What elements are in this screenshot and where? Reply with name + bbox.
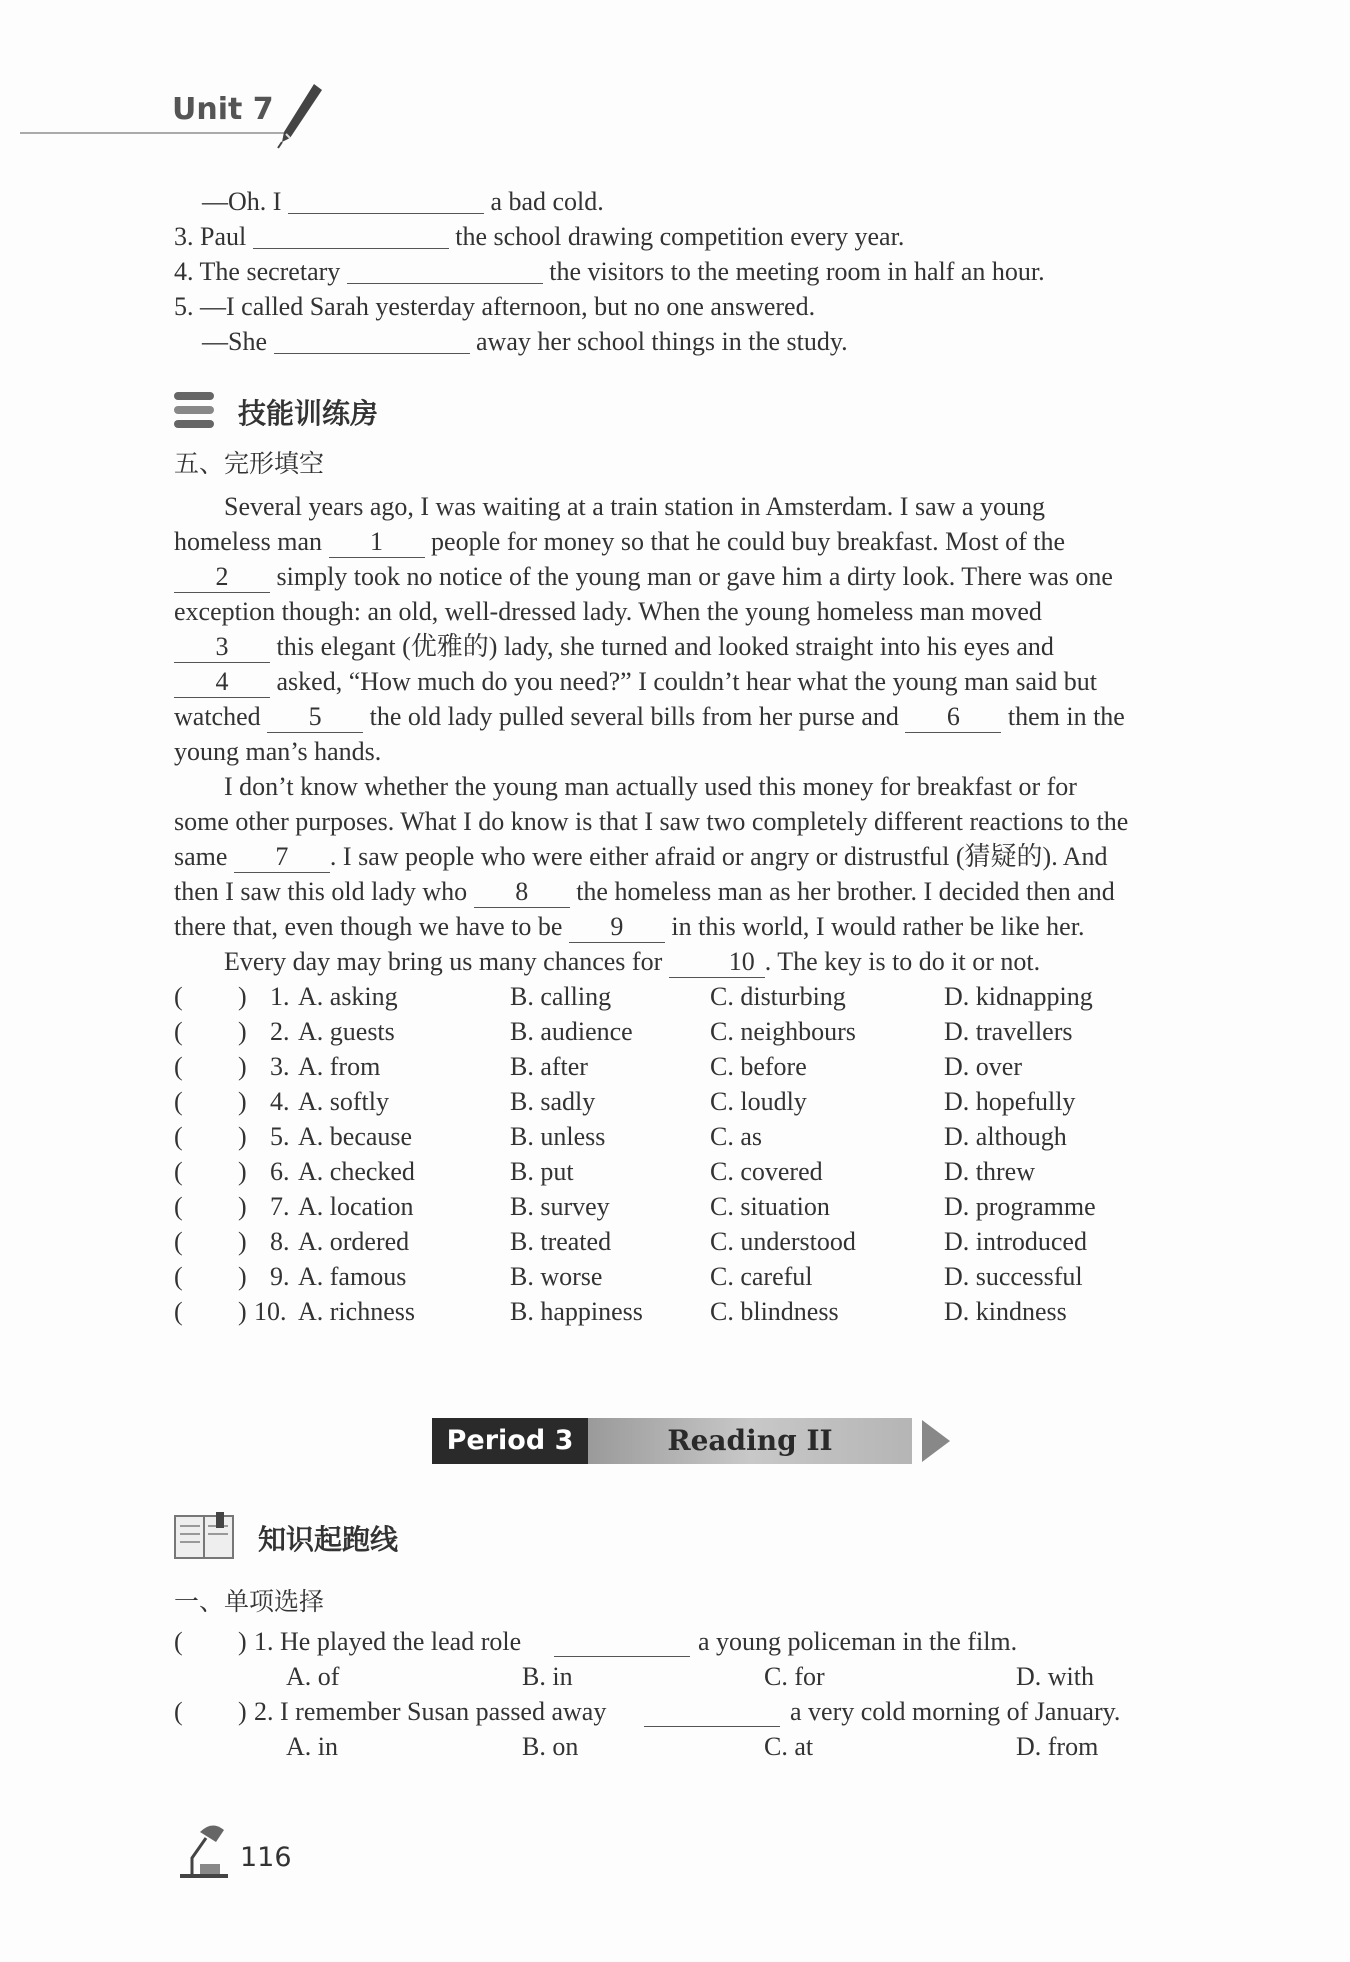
option-d[interactable]: D. over <box>944 1052 1022 1081</box>
answer-blank[interactable] <box>253 222 449 249</box>
cloze-blank[interactable]: 8 <box>474 877 570 908</box>
option-c[interactable]: C. understood <box>710 1227 856 1256</box>
option-a[interactable]: A. in <box>286 1732 338 1761</box>
exercise-line: —Oh. I a bad cold. <box>202 187 604 216</box>
option-d[interactable]: D. successful <box>944 1262 1083 1291</box>
option-a[interactable]: A. from <box>298 1052 381 1081</box>
option-d[interactable]: D. travellers <box>944 1017 1073 1046</box>
answer-blank[interactable] <box>288 187 484 214</box>
option-row: ( ) 4. A. softly B. sadly C. loudly D. hopefully <box>174 1084 1174 1119</box>
cloze-paragraph: Several years ago, I was waiting at a train station in Amsterdam. I saw a young homeless man 1 people for money so that he could buy breakfast. Most of the 2 simply took no notice of the young man or gave him a dirty look. There was one exception though: an old, well-dressed lady. When the young homeless man moved 3 this elegant (优雅的) lady, she turned and looked straight into his eyes and 4 asked, “How much do you need?” I couldn’t hear what the young man said but watched 5 the old lady pulled several bills from her purse and 6 them in the young man’s hands. <box>174 492 1125 766</box>
cloze-blank[interactable]: 5 <box>267 702 363 733</box>
option-a[interactable]: A. famous <box>298 1262 407 1291</box>
option-row: ( ) 9. A. famous B. worse C. careful D. successful <box>174 1259 1174 1294</box>
option-c[interactable]: C. blindness <box>710 1297 839 1326</box>
mc-options <box>174 1729 1174 1764</box>
cloze-blank[interactable]: 6 <box>905 702 1001 733</box>
option-d[interactable]: D. programme <box>944 1192 1096 1221</box>
option-d[interactable]: D. although <box>944 1122 1067 1151</box>
desk-lamp-icon <box>172 1818 236 1882</box>
option-c[interactable]: C. situation <box>710 1192 830 1221</box>
exercise-line: —She away her school things in the study. <box>202 327 848 356</box>
cloze-blank[interactable]: 9 <box>569 912 665 943</box>
cloze-blank[interactable]: 1 <box>329 527 425 558</box>
option-row: ( ) 6. A. checked B. put C. covered D. threw <box>174 1154 1174 1189</box>
mc-question: ( ) 2. I remember Susan passed away a very cold morning of January. <box>174 1694 1174 1729</box>
answer-blank[interactable] <box>274 327 470 354</box>
section-title: 技能训练房 <box>238 397 379 430</box>
section-subtitle: 五、完形填空 <box>174 449 325 478</box>
option-b[interactable]: B. happiness <box>510 1297 643 1326</box>
option-a[interactable]: A. location <box>298 1192 414 1221</box>
option-b[interactable]: B. worse <box>510 1262 603 1291</box>
option-c[interactable]: C. as <box>710 1122 762 1151</box>
option-b[interactable]: B. after <box>510 1052 588 1081</box>
option-c[interactable]: C. careful <box>710 1262 813 1291</box>
exercise-line: 4. The secretary the visitors to the meeting room in half an hour. <box>174 257 1045 286</box>
exercise-line: 3. Paul the school drawing competition every year. <box>174 222 905 251</box>
option-d[interactable]: D. threw <box>944 1157 1035 1186</box>
cloze-paragraph: Every day may bring us many chances for 10 . The key is to do it or not. <box>224 947 1041 976</box>
option-row: ( ) 7. A. location B. survey C. situation D. programme <box>174 1189 1174 1224</box>
option-row: ( ) 3. A. from B. after C. before D. over <box>174 1049 1174 1084</box>
option-d[interactable]: D. from <box>1016 1732 1099 1761</box>
option-b[interactable]: B. treated <box>510 1227 612 1256</box>
header-rule <box>20 132 290 134</box>
cloze-blank[interactable]: 10 <box>669 947 765 978</box>
period-banner <box>432 1418 952 1464</box>
option-c[interactable]: C. loudly <box>710 1087 807 1116</box>
mc-question: ( ) 1. He played the lead role a young policeman in the film. <box>174 1624 1174 1659</box>
option-b[interactable]: B. sadly <box>510 1087 596 1116</box>
option-b[interactable]: B. in <box>522 1662 573 1691</box>
answer-blank[interactable] <box>554 1630 690 1657</box>
arrow-right-icon <box>922 1420 950 1462</box>
option-c[interactable]: C. disturbing <box>710 982 846 1011</box>
option-b[interactable]: B. put <box>510 1157 574 1186</box>
answer-blank[interactable] <box>347 257 543 284</box>
option-row: ( ) 10. A. richness B. happiness C. blindness D. kindness <box>174 1294 1174 1329</box>
option-b[interactable]: B. survey <box>510 1192 610 1221</box>
option-c[interactable]: C. neighbours <box>710 1017 856 1046</box>
option-row: ( ) 8. A. ordered B. treated C. understood D. introduced <box>174 1224 1174 1259</box>
option-d[interactable]: D. kindness <box>944 1297 1067 1326</box>
section-subtitle: 一、单项选择 <box>174 1587 325 1616</box>
option-b[interactable]: B. unless <box>510 1122 606 1151</box>
option-a[interactable]: A. checked <box>298 1157 415 1186</box>
option-a[interactable]: A. softly <box>298 1087 389 1116</box>
book-icon <box>172 1510 242 1562</box>
option-row: ( ) 5. A. because B. unless C. as D. although <box>174 1119 1174 1154</box>
page-number: 116 <box>240 1842 292 1873</box>
option-d[interactable]: D. with <box>1016 1662 1094 1691</box>
option-a[interactable]: A. asking <box>298 982 398 1011</box>
option-d[interactable]: D. hopefully <box>944 1087 1076 1116</box>
cloze-blank[interactable]: 2 <box>174 562 270 593</box>
option-d[interactable]: D. kidnapping <box>944 982 1093 1011</box>
option-b[interactable]: B. audience <box>510 1017 633 1046</box>
mc-options <box>174 1659 1174 1694</box>
answer-blank[interactable] <box>644 1700 780 1727</box>
option-row: ( ) 2. A. guests B. audience C. neighbours D. travellers <box>174 1014 1174 1049</box>
pen-icon <box>274 80 324 150</box>
period-title: Reading II <box>588 1418 912 1464</box>
exercise-line: 5. —I called Sarah yesterday afternoon, but no one answered. <box>174 292 816 321</box>
option-c[interactable]: C. covered <box>710 1157 823 1186</box>
option-a[interactable]: A. because <box>298 1122 413 1151</box>
section-title: 知识起跑线 <box>258 1523 399 1556</box>
cloze-blank[interactable]: 3 <box>174 632 270 663</box>
cloze-paragraph: I don’t know whether the young man actually used this money for breakfast or for some other purposes. What I do know is that I saw two completely different reactions to the same 7 . I saw people who were either afraid or angry or distrustful (猜疑的). And then I saw this old lady who 8 the homeless man as her brother. I decided then and there that, even though we have to be 9 in this world, I would rather be like her. <box>174 772 1129 941</box>
cloze-blank[interactable]: 7 <box>234 842 330 873</box>
option-a[interactable]: A. guests <box>298 1017 395 1046</box>
option-c[interactable]: C. at <box>764 1732 814 1761</box>
option-row: ( ) 1. A. asking B. calling C. disturbing D. kidnapping <box>174 979 1174 1014</box>
option-b[interactable]: B. on <box>522 1732 579 1761</box>
option-c[interactable]: C. before <box>710 1052 807 1081</box>
period-label: Period 3 <box>432 1418 588 1464</box>
unit-heading: Unit 7 <box>172 92 274 127</box>
option-a[interactable]: A. of <box>286 1662 340 1691</box>
option-a[interactable]: A. richness <box>298 1297 415 1326</box>
question-stem: 1. He played the lead role <box>254 1627 522 1656</box>
option-d[interactable]: D. introduced <box>944 1227 1087 1256</box>
question-stem: 2. I remember Susan passed away <box>254 1697 607 1726</box>
option-b[interactable]: B. calling <box>510 982 612 1011</box>
cloze-blank[interactable]: 4 <box>174 667 270 698</box>
option-c[interactable]: C. for <box>764 1662 825 1691</box>
option-a[interactable]: A. ordered <box>298 1227 410 1256</box>
stack-icon <box>172 388 220 434</box>
